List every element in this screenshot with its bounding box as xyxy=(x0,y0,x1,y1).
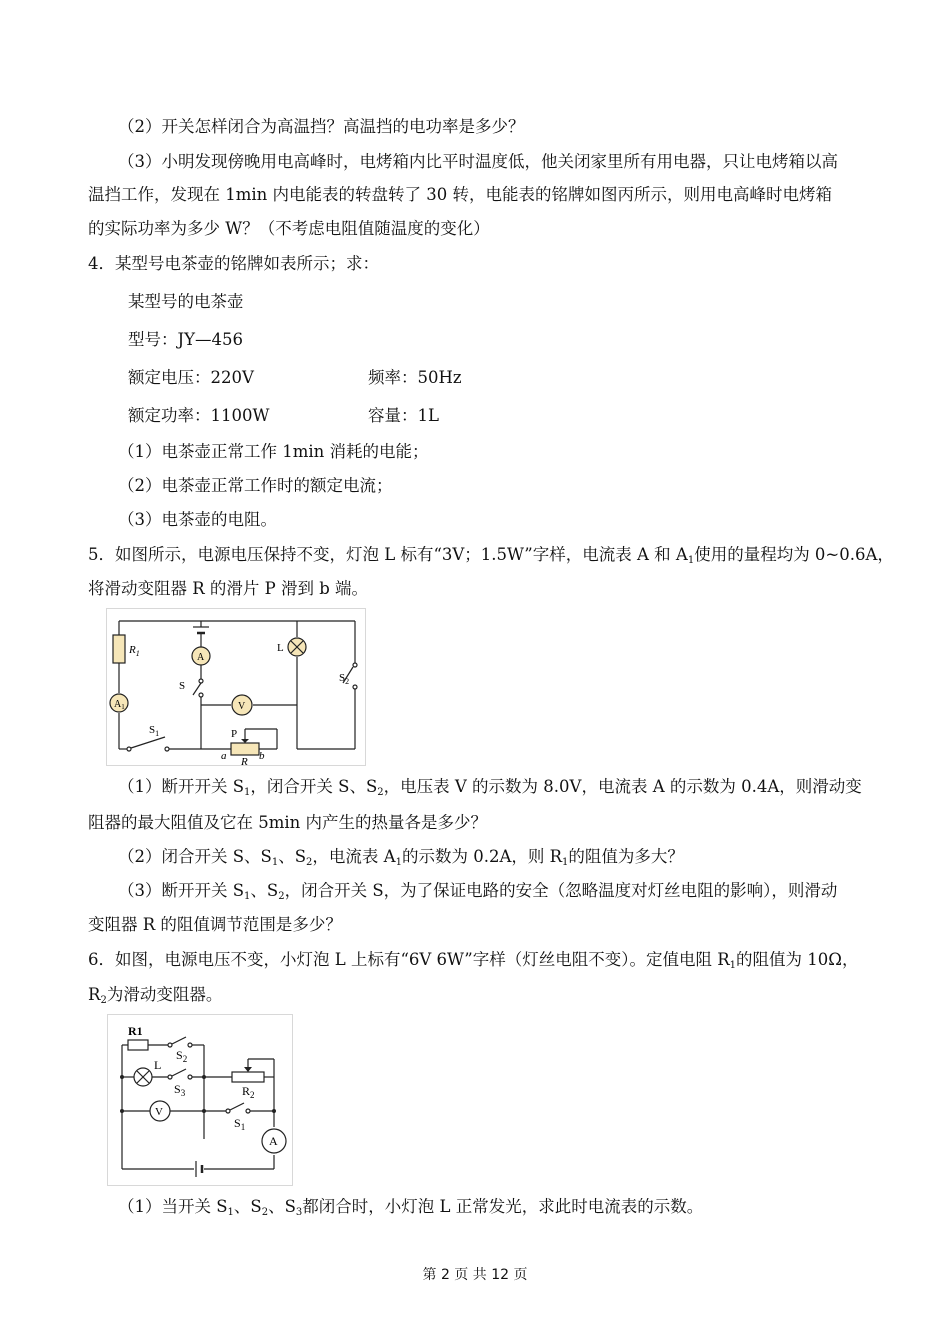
ammeter-label: A xyxy=(269,1134,278,1148)
q4-part1: （1）电茶壶正常工作 1min 消耗的电能； xyxy=(118,442,429,461)
lamp-l-icon xyxy=(134,1068,152,1086)
q3-part2: （2）开关怎样闭合为高温挡？高温挡的电功率是多少？ xyxy=(118,117,525,136)
q4-stem: 4．某型号电茶壶的铭牌如表所示；求： xyxy=(88,254,379,273)
switch-s3-icon xyxy=(168,1069,192,1079)
q5-part3-line1: （3）断开开关 $S_1$、$S_2$，闭合开关 S，为了保证电路的安全（忽略温度对灯丝电阻的影响），则滑动 xyxy=(118,881,838,902)
q5-part1-line2: 阻器的最大阻值及它在 5min 内产生的热量各是多少？ xyxy=(88,813,488,832)
terminal-a-label: a xyxy=(221,750,227,762)
q6-part1: （1）当开关 $S_1$、$S_2$、$S_3$都闭合时，小灯泡 L 正常发光，求此时电流表的示数。 xyxy=(118,1197,704,1218)
ammeter-a-label: A xyxy=(197,652,205,663)
switch-s1-icon xyxy=(127,737,169,751)
rheostat-r-symbol xyxy=(231,743,259,755)
q6-circuit-figure xyxy=(107,1014,293,1186)
switch-s2-icon xyxy=(168,1037,192,1047)
q5-stem-line2: 将滑动变阻器 R 的滑片 P 滑到 b 端。 xyxy=(88,579,369,598)
switch-s3-label: $S_3$ xyxy=(174,1082,186,1098)
switch-s-label: S xyxy=(179,680,186,692)
voltmeter-label: V xyxy=(155,1106,163,1118)
battery-icon xyxy=(196,1161,202,1177)
nameplate-frequency: 频率：50Hz xyxy=(368,368,462,387)
q6-circuit-diagram xyxy=(108,1015,292,1185)
rheostat-r2-label: $R_2$ xyxy=(242,1084,255,1100)
nameplate-capacity: 容量：1L xyxy=(368,406,439,425)
page-footer: 第 2 页 共 12 页 xyxy=(422,1267,528,1283)
q5-part3-line2: 变阻器 R 的阻值调节范围是多少？ xyxy=(88,915,342,934)
slider-arrow-icon xyxy=(244,1067,252,1072)
lamp-l-label: L xyxy=(154,1058,162,1072)
q3-part3-line3: 的实际功率为多少 W？（不考虑电阻值随温度的变化） xyxy=(88,219,490,238)
q5-circuit-figure xyxy=(106,608,366,766)
q5-part2: （2）闭合开关 S、$S_1$、$S_2$，电流表 $A_1$的示数为 0.2A，则 $R_1$的阻值为多大？ xyxy=(118,847,684,868)
rheostat-r2-symbol xyxy=(232,1072,264,1082)
battery-icon xyxy=(193,627,209,633)
q6-stem-line1: 6．如图，电源电压不变，小灯泡 L 上标有“6V 6W”字样（灯丝电阻不变）。定值电阻 $R_1$的阻值为 10Ω， xyxy=(88,950,859,971)
lamp-l-icon xyxy=(288,638,306,656)
q5-stem-line1: 5．如图所示，电源电压保持不变，灯泡 L 标有“3V；1.5W”字样，电流表 A 和 $A_1$使用的量程均为 0~0.6A， xyxy=(88,545,894,566)
q6-stem-line2: $R_2$为滑动变阻器。 xyxy=(88,985,223,1006)
q3-part3-line2: 温挡工作，发现在 1min 内电能表的转盘转了 30 转，电能表的铭牌如图丙所示，则用电高峰时电烤箱 xyxy=(88,185,833,204)
lamp-l-label: L xyxy=(277,642,284,654)
ammeter-a1-label: $A_1$ xyxy=(114,699,125,711)
terminal-b-label: b xyxy=(259,750,265,762)
nameplate-title: 某型号的电茶壶 xyxy=(128,292,244,311)
switch-s2-label: $S_2$ xyxy=(176,1048,188,1064)
nameplate-model: 型号：JY—456 xyxy=(128,330,244,349)
q4-part2: （2）电茶壶正常工作时的额定电流； xyxy=(118,476,393,495)
r1-resistor-symbol xyxy=(128,1040,148,1050)
r1-label: R1 xyxy=(128,1024,143,1038)
r1-resistor-symbol xyxy=(113,635,125,663)
q5-part1-line1: （1）断开开关 $S_1$，闭合开关 S、$S_2$，电压表 V 的示数为 8.0V，电流表 A 的示数为 0.4A，则滑动变 xyxy=(118,777,862,798)
switch-s-icon xyxy=(193,679,203,697)
nameplate-power: 额定功率：1100W xyxy=(128,406,270,425)
rheostat-r-label: R xyxy=(241,756,248,765)
slider-p-label: P xyxy=(231,728,238,740)
r1-label: $R_1$ xyxy=(129,644,140,658)
switch-s2-label: $S_2$ xyxy=(339,672,350,686)
q4-part3: （3）电茶壶的电阻。 xyxy=(118,510,277,529)
q3-part3-line1: （3）小明发现傍晚用电高峰时，电烤箱内比平时温度低，他关闭家里所有用电器，只让电烤箱以高 xyxy=(118,152,838,171)
switch-s1-icon xyxy=(226,1103,250,1113)
switch-s1-label: $S_1$ xyxy=(149,724,160,738)
switch-s1-label: $S_1$ xyxy=(234,1116,246,1132)
q5-circuit-diagram xyxy=(107,609,365,765)
voltmeter-label: V xyxy=(238,701,246,712)
nameplate-voltage: 额定电压：220V xyxy=(128,368,254,387)
